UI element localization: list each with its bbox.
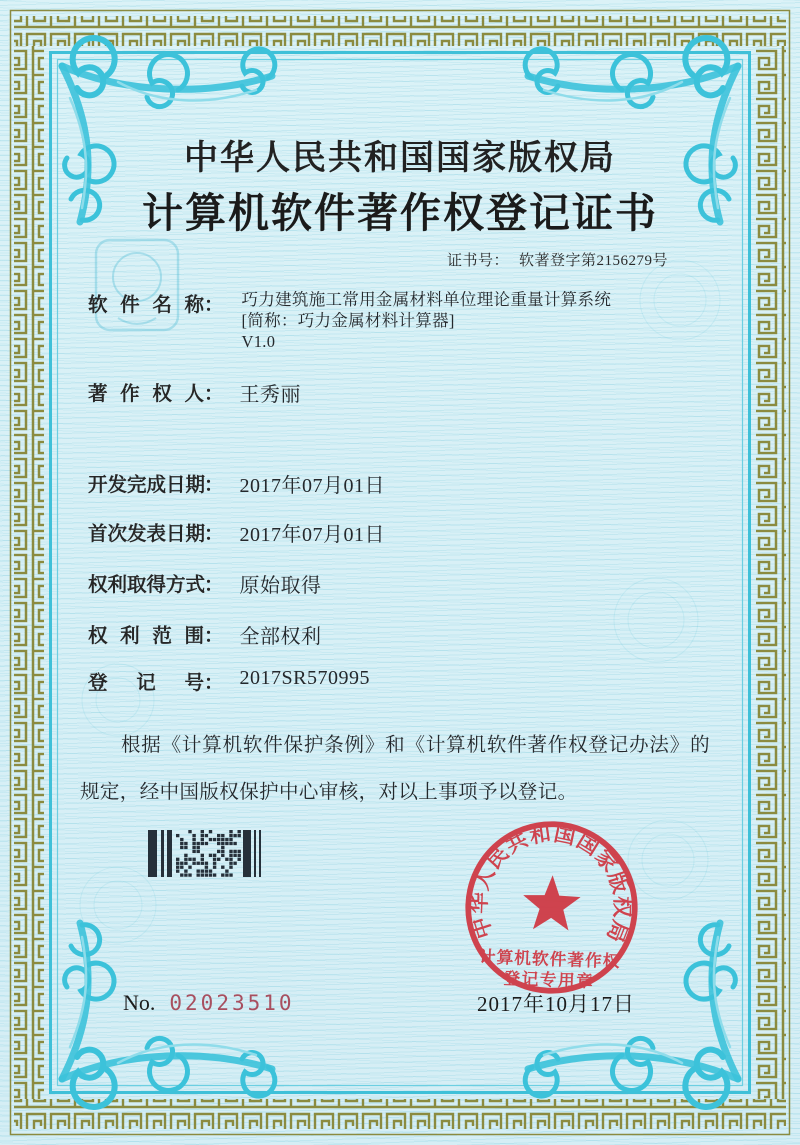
serial-digits: 02023510 — [169, 991, 295, 1015]
field-value: 2017年07月01日 — [239, 524, 386, 546]
field-label: 权利取得方式 — [88, 575, 206, 596]
field-row-dev-complete-date — [88, 469, 385, 498]
field-colon: ： — [204, 524, 224, 545]
field-row-registration-number — [88, 667, 370, 695]
field-colon: ： — [204, 575, 224, 596]
certificate-number-value: 软著登字第2156279号 — [518, 253, 668, 269]
certificate-number-label: 证书号： — [446, 253, 509, 269]
field-row-software-name — [88, 289, 611, 352]
field-label: 首次发表日期 — [88, 524, 206, 545]
official-seal — [459, 815, 644, 1000]
field-colon: ： — [204, 626, 224, 647]
field-row-rights-scope — [88, 620, 322, 649]
star-icon — [522, 874, 581, 931]
field-label: 著作权人 — [88, 384, 204, 405]
field-row-copyright-owner — [88, 378, 301, 407]
certificate-title: 计算机软件著作权登记证书 — [142, 190, 658, 236]
field-label: 登记号 — [88, 673, 204, 694]
issue-date: 2017年10月17日 — [477, 992, 635, 1016]
certificate-number — [0, 249, 800, 270]
barcode-2d-icon — [148, 830, 262, 877]
field-value: 王秀丽 — [239, 384, 302, 406]
field-row-acquire-method — [88, 569, 322, 598]
software-name-line3: V1.0 — [241, 332, 276, 351]
seal-ring-text: 中华人民共和国国家版权局 — [466, 821, 635, 947]
authority-title: 中华人民共和国国家版权局 — [184, 140, 616, 177]
seal-line2: 登记专用章 — [503, 968, 595, 992]
field-value — [242, 289, 612, 352]
field-colon: ： — [204, 673, 224, 694]
field-colon: ： — [204, 295, 224, 316]
field-label: 权利范围 — [88, 626, 204, 647]
field-value: 2017SR570995 — [239, 667, 370, 689]
serial-number — [123, 990, 295, 1016]
software-name-line1: 巧力建筑施工常用金属材料单位理论重量计算系统 — [241, 290, 612, 309]
field-value: 原始取得 — [239, 575, 322, 597]
software-name-line2: [简称：巧力金属材料计算器] — [241, 311, 455, 330]
field-label: 开发完成日期 — [88, 475, 206, 496]
field-row-first-publish-date — [88, 518, 385, 547]
serial-prefix: No. — [123, 990, 156, 1015]
field-label: 软件名称 — [88, 295, 204, 316]
field-colon: ： — [204, 384, 224, 405]
field-value: 2017年07月01日 — [239, 475, 386, 497]
field-value: 全部权利 — [239, 626, 322, 648]
registration-statement: 根据《计算机软件保护条例》和《计算机软件著作权登记办法》的规定，经中国版权保护中心审核，对以上事项予以登记。 — [80, 735, 710, 803]
field-colon: ： — [204, 475, 224, 496]
seal-line1: 计算机软件著作权 — [478, 947, 621, 972]
